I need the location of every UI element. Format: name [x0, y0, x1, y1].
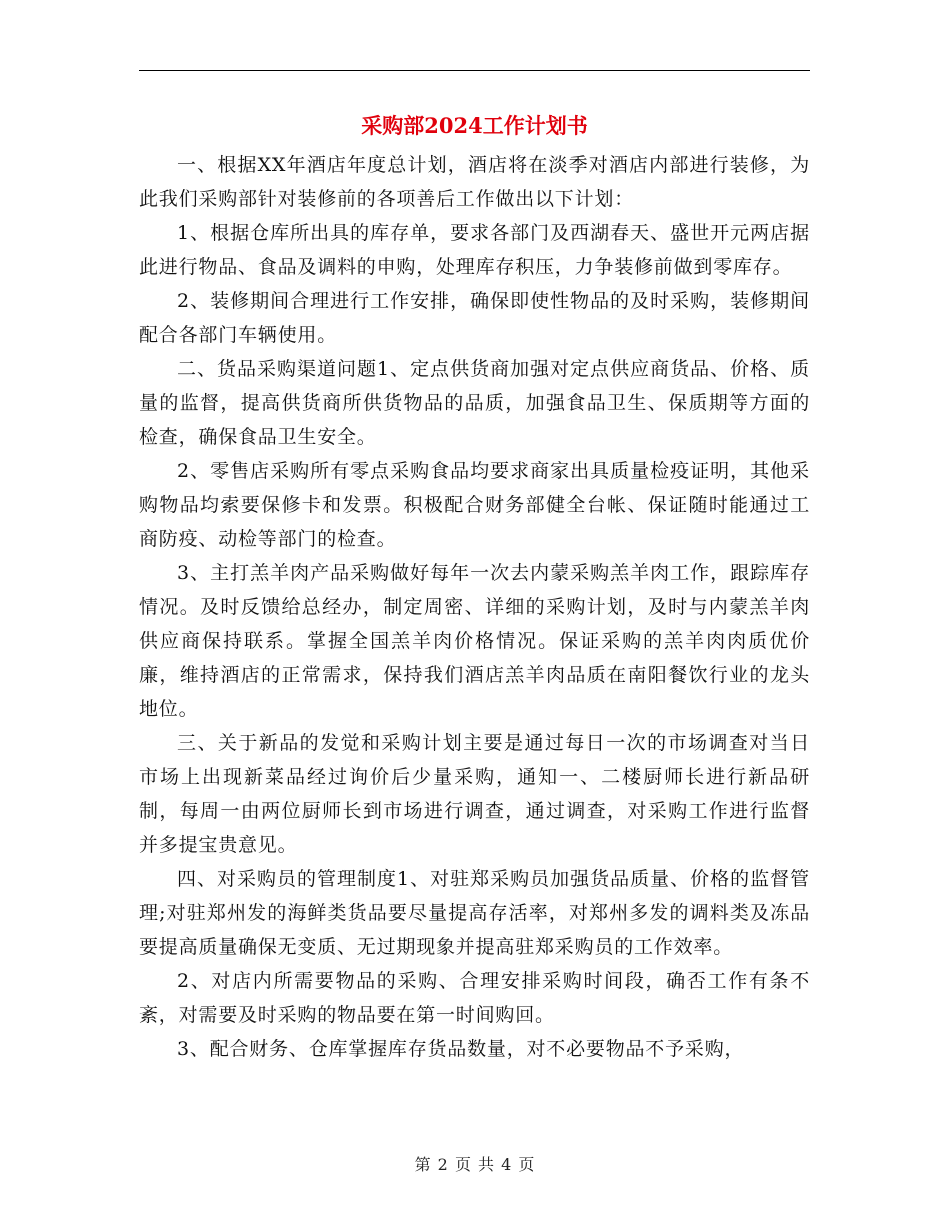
paragraph: 一、根据XX年酒店年度总计划，酒店将在淡季对酒店内部进行装修，为此我们采购部针对装修前的各项善后工作做出以下计划：	[139, 154, 810, 210]
page-number: 第 2 页 共 4 页	[414, 1155, 536, 1174]
document-title: 采购部2024工作计划书	[361, 113, 588, 138]
paragraph: 2、零售店采购所有零点采购食品均要求商家出具质量检疫证明，其他采购物品均索要保修卡和发票。积极配合财务部健全台帐、保证随时能通过工商防疫、动检等部门的检查。	[139, 460, 810, 550]
paragraph: 1、根据仓库所出具的库存单，要求各部门及西湖春天、盛世开元两店据此进行物品、食品及调料的申购，处理库存积压，力争装修前做到零库存。	[139, 222, 810, 278]
paragraph: 2、装修期间合理进行工作安排，确保即使性物品的及时采购，装修期间配合各部门车辆使用。	[139, 290, 810, 346]
paragraph: 四、对采购员的管理制度1、对驻郑采购员加强货品质量、价格的监督管理;对驻郑州发的海鲜类货品要尽量提高存活率，对郑州多发的调料类及冻品要提高质量确保无变质、无过期现象并提高驻郑采购员的工作效率。	[139, 868, 810, 958]
paragraph: 三、关于新品的发觉和采购计划主要是通过每日一次的市场调查对当日市场上出现新菜品经过询价后少量采购，通知一、二楼厨师长进行新品研制，每周一由两位厨师长到市场进行调查，通过调查，对采购工作进行监督并多提宝贵意见。	[139, 732, 810, 856]
paragraph: 2、对店内所需要物品的采购、合理安排采购时间段，确否工作有条不紊，对需要及时采购的物品要在第一时间购回。	[139, 970, 810, 1026]
paragraph: 二、货品采购渠道问题1、定点供货商加强对定点供应商货品、价格、质量的监督，提高供货商所供货物品的品质，加强食品卫生、保质期等方面的检查，确保食品卫生安全。	[139, 358, 810, 448]
paragraph: 3、主打羔羊肉产品采购做好每年一次去内蒙采购羔羊肉工作，跟踪库存情况。及时反馈给总经办，制定周密、详细的采购计划，及时与内蒙羔羊肉供应商保持联系。掌握全国羔羊肉价格情况。保证采购的羔羊肉肉质优价廉，维持酒店的正常需求，保持我们酒店羔羊肉品质在南阳餐饮行业的龙头地位。	[139, 562, 810, 720]
document-body	[139, 148, 810, 1066]
paragraph: 3、配合财务、仓库掌握库存货品数量，对不必要物品不予采购，	[177, 1038, 745, 1060]
header-rule	[139, 70, 810, 71]
